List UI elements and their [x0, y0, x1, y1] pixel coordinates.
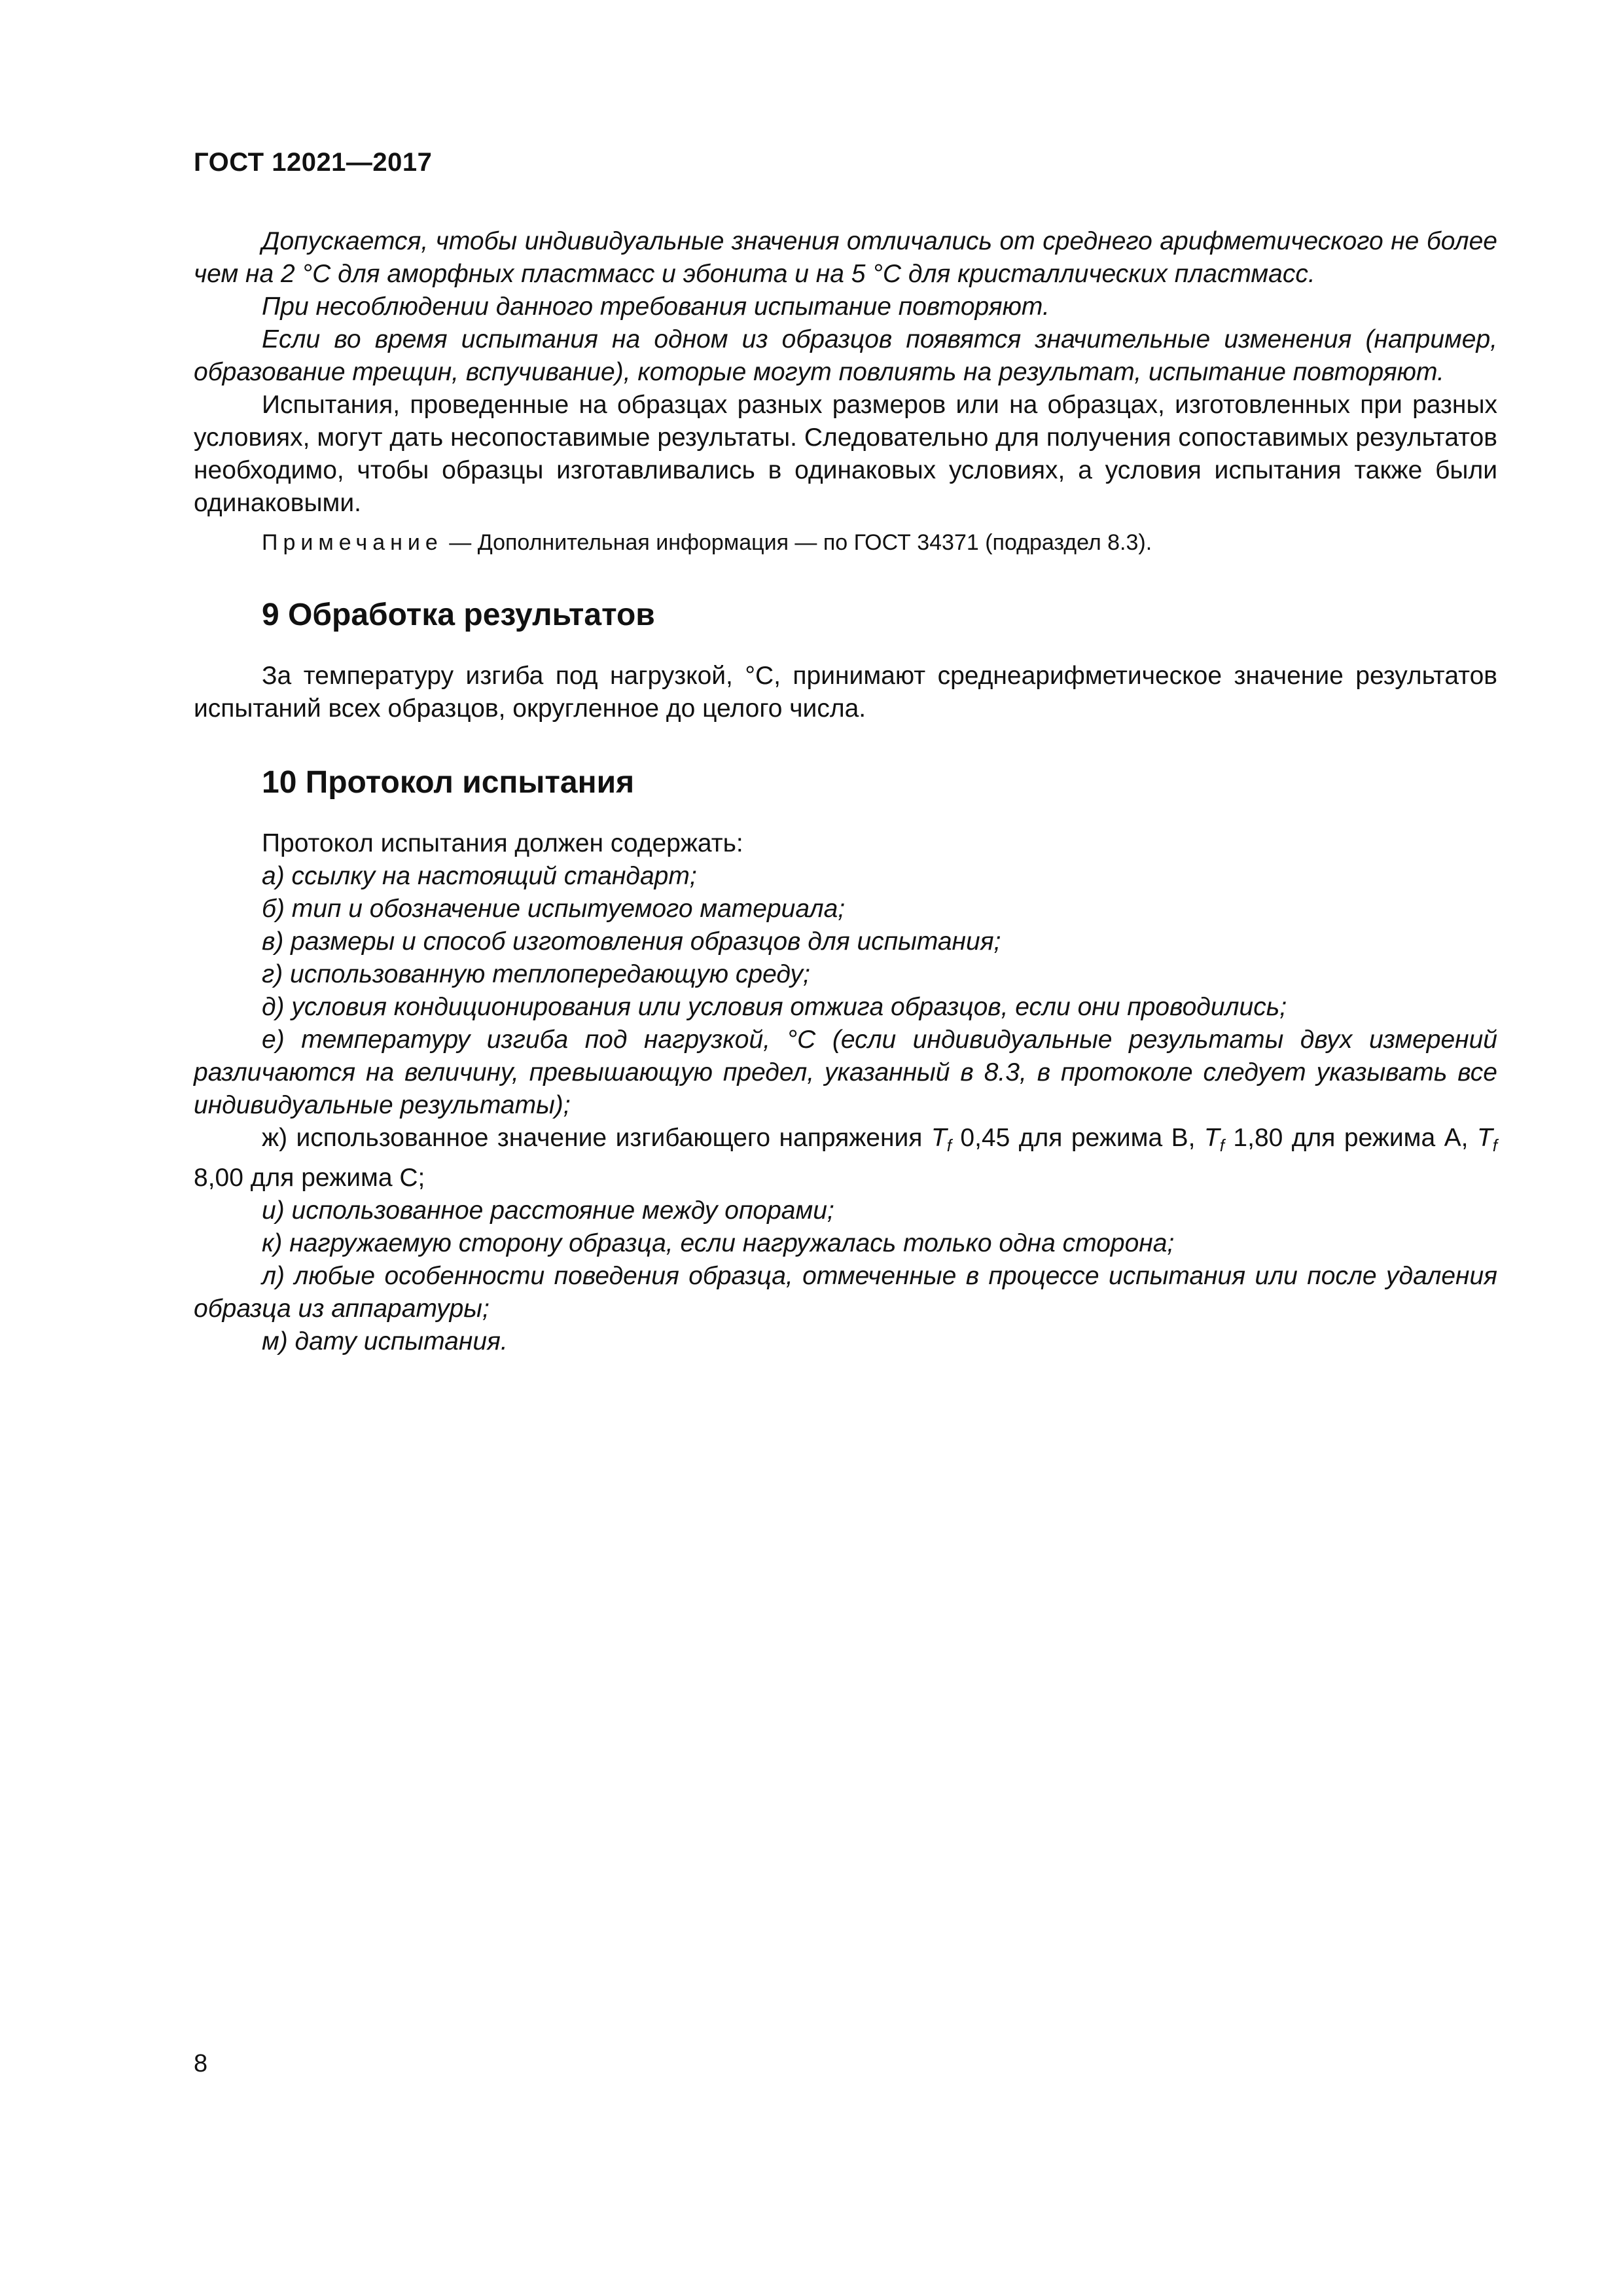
section-9-title: 9 Обработка результатов — [262, 598, 655, 632]
page-content — [194, 225, 1497, 1358]
page-number: 8 — [194, 2050, 208, 2077]
tf-subscript: f — [1219, 1136, 1224, 1155]
list-item-a: а) ссылку на настоящий стандарт; — [262, 862, 697, 890]
list-item-b: б) тип и обозначение испытуемого материала; — [262, 895, 846, 923]
paragraph-tolerance: Допускается, чтобы индивидуальные значения отличались от среднего арифметического не более чем на 2 °С для аморфных пластмасс и эбонита и на 5 °С для кристаллических пластмасс. — [194, 227, 1497, 288]
list-item-zh-part2: 0,45 для режима В, — [951, 1124, 1204, 1152]
paragraph-repeat: При несоблюдении данного требования испытание повторяют. — [262, 293, 1050, 321]
list-item-m: м) дату испытания. — [262, 1327, 508, 1355]
list-item-zh-part4: 8,00 для режима С; — [194, 1164, 425, 1192]
tf-subscript: f — [946, 1136, 952, 1155]
tf-subscript: f — [1492, 1136, 1497, 1155]
list-item-v: в) размеры и способ изготовления образцов для испытания; — [262, 927, 1001, 956]
list-item-k: к) нагружаемую сторону образца, если нагружалась только одна сторона; — [262, 1229, 1175, 1257]
note-label: Примечание — [262, 530, 443, 555]
list-item-d: д) условия кондиционирования или условия отжига образцов, если они проводились; — [262, 993, 1287, 1021]
list-item-zh-part3: 1,80 для режима А, — [1224, 1124, 1477, 1152]
section-9-paragraph: За температуру изгиба под нагрузкой, °С, принимают среднеарифметическое значение результатов испытаний всех образцов, округленное до целого числа. — [194, 662, 1497, 723]
list-item-e: е) температуру изгиба под нагрузкой, °С (если индивидуальные результаты двух измерений различаются на величину, превышающую предел, указанный в 8.3, в протоколе следует указывать все индивидуальные результаты); — [194, 1026, 1497, 1119]
tf-symbol: T — [1204, 1124, 1220, 1152]
list-item-zh-part1: ж) использованное значение изгибающего напряжения — [262, 1124, 931, 1152]
paragraph-comparability: Испытания, проведенные на образцах разных размеров или на образцах, изготовленных при разных условиях, могут дать несопоставимые результаты. Следовательно для получения сопоставимых результатов необходимо, чтобы образцы изготавливались в одинаковых условиях, а условия испытания также были одинаковыми. — [194, 391, 1497, 517]
list-item-l: л) любые особенности поведения образца, отмеченные в процессе испытания или после удаления образца из аппаратуры; — [194, 1262, 1497, 1323]
list-item-i: и) использованное расстояние между опорами; — [262, 1196, 834, 1225]
paragraph-significant-changes: Если во время испытания на одном из образцов появятся значительные изменения (например, образование трещин, вспучивание), которые могут повлиять на результат, испытание повторяют. — [194, 325, 1497, 386]
document-header: ГОСТ 12021—2017 — [194, 148, 433, 177]
tf-symbol: T — [1476, 1124, 1493, 1152]
section-10-lead: Протокол испытания должен содержать: — [262, 829, 743, 857]
note — [194, 528, 1497, 558]
list-item-zh — [194, 1122, 1497, 1194]
tf-symbol: T — [931, 1124, 947, 1152]
note-text: — Дополнительная информация — по ГОСТ 34371 (подраздел 8.3). — [442, 530, 1152, 555]
section-10-title: 10 Протокол испытания — [262, 765, 635, 800]
list-item-g: г) использованную теплопередающую среду; — [262, 960, 810, 988]
